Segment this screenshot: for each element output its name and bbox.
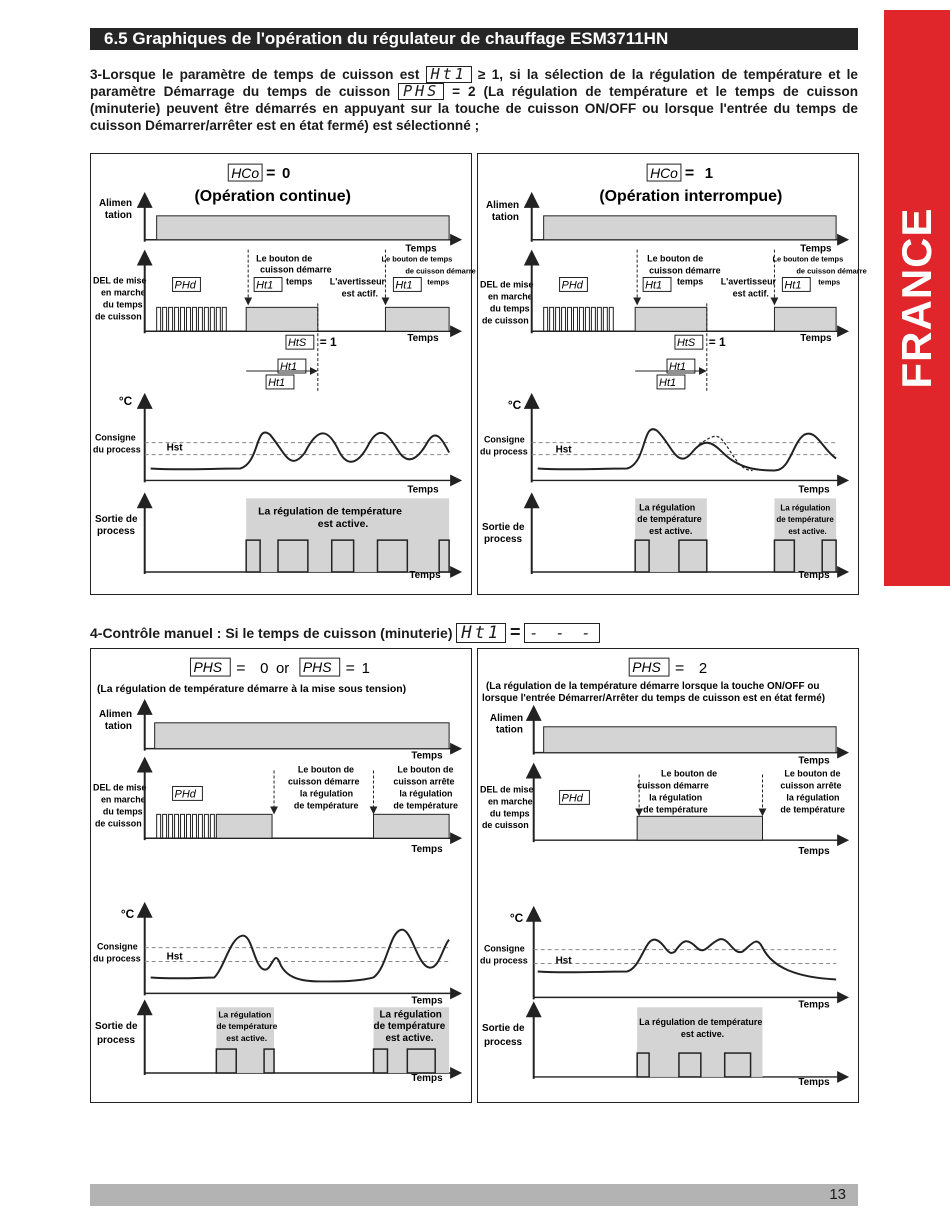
svg-text:en marche: en marche: [487, 291, 533, 302]
svg-text:Temps: Temps: [405, 243, 437, 255]
svg-text:de température: de température: [293, 800, 359, 811]
svg-text:est active.: est active.: [680, 1029, 725, 1040]
section-title: 6.5 Graphiques de l'opération du régulateur de chauffage ESM3711HN: [90, 28, 858, 50]
svg-text:temps: temps: [676, 276, 704, 287]
svg-text:de température: de température: [216, 1021, 278, 1032]
svg-text:tation: tation: [495, 724, 523, 736]
svg-text:Temps: Temps: [411, 995, 443, 1007]
svg-text:°C: °C: [507, 397, 522, 412]
svg-text:est active.: est active.: [226, 1033, 268, 1044]
svg-text:temps: temps: [285, 276, 313, 287]
svg-text:1: 1: [704, 165, 714, 183]
svg-text:en marche: en marche: [100, 287, 146, 298]
intro-paragraph: 3-Lorsque le paramètre de temps de cuisson est Ht1 ≥ 1, si la sélection de la régulation de température et le paramètre Démarrage du temps de cuisson PHS = 2 (La régulation de température et le temps de cuisson (minuterie) peuvent être démarrés en appuyant sur la touche de cuisson ON/OFF ou lorsque l'entrée du temps de cuisson Démarrer/arrêter est en état fermé) est sélectionné ;: [90, 65, 859, 133]
svg-text:HCo: HCo: [231, 165, 260, 182]
diagram-interrupted: [477, 153, 867, 595]
svg-text:de température: de température: [373, 1021, 446, 1033]
svg-text:PHd: PHd: [561, 792, 583, 805]
diagram-manual-phs-2: [477, 648, 859, 1103]
language-tab: FRANCE: [884, 10, 950, 586]
svg-text:process: process: [96, 1035, 136, 1047]
footer-bar: [90, 1184, 858, 1206]
phs-code: PHS: [398, 83, 444, 100]
svg-text:temps: temps: [427, 277, 450, 287]
svg-text:Alimen: Alimen: [485, 199, 520, 211]
svg-text:(La régulation de la températu: (La régulation de la température démarre lorsque la touche ON/OFF ou: [485, 680, 820, 692]
svg-text:PHd: PHd: [174, 279, 196, 292]
svg-text:Ht1: Ht1: [784, 279, 802, 292]
svg-text:la régulation: la régulation: [399, 788, 453, 799]
svg-text:La régulation de température: La régulation de température: [639, 1017, 763, 1028]
svg-text:du process: du process: [479, 446, 528, 457]
page-number: 13: [829, 1186, 846, 1203]
svg-text:HtS: HtS: [676, 337, 696, 350]
svg-text:Hst: Hst: [166, 442, 183, 454]
svg-text:de cuisson: de cuisson: [481, 820, 529, 831]
svg-text:Le bouton de: Le bouton de: [256, 253, 313, 264]
ht1-code: Ht1: [456, 623, 506, 643]
svg-text:Alimen: Alimen: [98, 708, 133, 720]
svg-text:DEL de mise: DEL de mise: [92, 782, 147, 793]
svg-text:du temps: du temps: [489, 808, 530, 819]
svg-text:Temps: Temps: [798, 755, 830, 767]
svg-text:Consigne: Consigne: [483, 943, 525, 954]
svg-text:de température: de température: [643, 804, 708, 815]
svg-text:PHS: PHS: [302, 659, 332, 676]
svg-text:=: =: [684, 165, 695, 183]
svg-text:L'avertisseur: L'avertisseur: [720, 276, 777, 287]
svg-text:Consigne: Consigne: [94, 432, 136, 443]
svg-text:DEL de mise: DEL de mise: [479, 784, 534, 795]
svg-text:du temps: du temps: [102, 806, 143, 817]
svg-text:Temps: Temps: [411, 844, 443, 856]
svg-text:Le bouton de: Le bouton de: [784, 768, 841, 779]
svg-text:Ht1: Ht1: [668, 361, 687, 374]
svg-text:=: =: [266, 165, 276, 183]
svg-text:Sortie de: Sortie de: [481, 522, 525, 534]
svg-text:DEL de mise: DEL de mise: [92, 275, 147, 286]
svg-text:1: 1: [361, 660, 370, 678]
svg-text:HCo: HCo: [650, 165, 678, 182]
svg-text:cuisson démarre: cuisson démarre: [287, 776, 360, 787]
svg-text:= 1: = 1: [319, 335, 337, 350]
svg-text:HtS: HtS: [287, 337, 307, 350]
svg-text:Hst: Hst: [555, 955, 572, 967]
svg-text:temps: temps: [818, 277, 841, 287]
svg-text:Temps: Temps: [411, 1072, 443, 1084]
svg-text:0: 0: [281, 165, 291, 183]
svg-text:Temps: Temps: [800, 333, 832, 345]
svg-text:Ht1: Ht1: [645, 279, 663, 292]
svg-text:process: process: [483, 1037, 523, 1049]
svg-text:Temps: Temps: [798, 569, 830, 581]
svg-text:de température: de température: [780, 804, 845, 815]
section4-heading: 4-Contrôle manuel : Si le temps de cuisson (minuterie) Ht1 = - - -: [90, 622, 600, 643]
svg-text:du temps: du temps: [102, 299, 143, 310]
svg-text:est active.: est active.: [385, 1033, 434, 1045]
svg-text:de température: de température: [637, 514, 702, 525]
svg-text:process: process: [96, 526, 136, 538]
svg-text:cuisson arrête: cuisson arrête: [393, 776, 455, 787]
svg-text:PHS: PHS: [193, 659, 223, 676]
svg-text:L'avertisseur: L'avertisseur: [329, 276, 386, 287]
svg-text:Sortie de: Sortie de: [481, 1023, 525, 1035]
svg-text:cuisson démarre: cuisson démarre: [637, 780, 709, 791]
svg-text:de cuisson: de cuisson: [94, 311, 142, 322]
svg-text:°C: °C: [509, 910, 524, 925]
svg-text:la régulation: la régulation: [649, 792, 703, 803]
svg-text:la régulation: la régulation: [786, 792, 840, 803]
panel-subtitle: (La régulation de température démarre à la mise sous tension): [96, 683, 407, 695]
svg-text:DEL de mise: DEL de mise: [479, 279, 534, 290]
svg-text:est actif.: est actif.: [732, 288, 769, 299]
svg-text:La régulation: La régulation: [639, 502, 696, 513]
svg-text:de température: de température: [776, 515, 834, 525]
svg-text:La régulation: La régulation: [780, 503, 831, 513]
svg-text:est active.: est active.: [649, 526, 693, 537]
svg-text:Le bouton de temps: Le bouton de temps: [772, 254, 844, 264]
svg-text:Alimen: Alimen: [98, 197, 133, 209]
svg-text:Consigne: Consigne: [483, 434, 525, 445]
svg-text:PHd: PHd: [561, 279, 583, 292]
svg-text:0: 0: [260, 660, 269, 678]
dash-value: - - -: [524, 623, 599, 643]
svg-text:Temps: Temps: [409, 569, 441, 581]
svg-text:Sortie de: Sortie de: [94, 1021, 138, 1033]
svg-text:Temps: Temps: [407, 333, 439, 345]
svg-text:en marche: en marche: [487, 796, 533, 807]
svg-text:est actif.: est actif.: [341, 288, 378, 299]
svg-text:Hst: Hst: [166, 951, 183, 963]
svg-text:de cuisson démarre: de cuisson démarre: [796, 266, 867, 276]
diagram-continuous: [90, 153, 476, 595]
svg-text:la régulation: la régulation: [299, 788, 354, 799]
svg-text:Consigne: Consigne: [96, 941, 138, 952]
svg-text:du process: du process: [479, 955, 528, 966]
svg-text:Temps: Temps: [407, 484, 439, 496]
svg-text:Temps: Temps: [798, 999, 830, 1011]
svg-text:Le bouton de: Le bouton de: [397, 764, 454, 775]
svg-text:de cuisson: de cuisson: [481, 315, 529, 326]
svg-text:Temps: Temps: [411, 750, 443, 762]
svg-text:cuisson démarre: cuisson démarre: [649, 265, 721, 276]
svg-text:Ht1: Ht1: [256, 279, 274, 292]
svg-text:Alimen: Alimen: [489, 712, 524, 724]
svg-text:de cuisson: de cuisson: [94, 818, 142, 829]
svg-text:de température: de température: [393, 800, 458, 811]
svg-text:Le bouton de: Le bouton de: [647, 253, 704, 264]
svg-text:du process: du process: [92, 444, 141, 455]
svg-text:Ht1: Ht1: [659, 376, 677, 389]
svg-text:cuisson arrête: cuisson arrête: [780, 780, 842, 791]
svg-text:Temps: Temps: [798, 484, 830, 496]
svg-text:Temps: Temps: [800, 243, 832, 255]
svg-text:La régulation: La régulation: [379, 1009, 442, 1021]
svg-text:tation: tation: [104, 209, 132, 221]
diagram-manual-phs-0-1: [90, 648, 472, 1103]
svg-text:(Opération interrompue): (Opération interrompue): [599, 187, 783, 205]
svg-text:Temps: Temps: [798, 1076, 830, 1088]
svg-text:tation: tation: [491, 211, 519, 223]
svg-text:=: =: [345, 660, 355, 678]
svg-text:cuisson démarre: cuisson démarre: [260, 264, 332, 275]
svg-text:tation: tation: [104, 720, 132, 732]
svg-text:Ht1: Ht1: [395, 279, 413, 292]
svg-text:La régulation de température: La régulation de température: [258, 506, 402, 518]
svg-text:=: =: [236, 660, 246, 678]
svg-text:de cuisson démarre: de cuisson démarre: [405, 266, 476, 276]
svg-text:Hst: Hst: [555, 444, 572, 456]
svg-text:lorsque l'entrée Démarrer/Arrê: lorsque l'entrée Démarrer/Arrêter du temps de cuisson est en état fermé): [481, 692, 826, 704]
svg-text:Le bouton de temps: Le bouton de temps: [381, 254, 453, 264]
svg-text:du temps: du temps: [489, 303, 530, 314]
svg-text:est active.: est active.: [317, 519, 369, 531]
svg-text:Ht1: Ht1: [280, 361, 298, 374]
svg-text:Le bouton de: Le bouton de: [297, 764, 355, 775]
svg-text:PHS: PHS: [632, 659, 661, 676]
panel-subtitle: (Opération continue): [194, 187, 351, 205]
title-code: [228, 164, 290, 182]
svg-text:La régulation: La régulation: [218, 1009, 272, 1020]
svg-text:2: 2: [698, 660, 708, 678]
svg-text:PHd: PHd: [174, 788, 196, 801]
svg-text:°C: °C: [118, 393, 133, 408]
svg-text:Sortie de: Sortie de: [94, 514, 138, 526]
svg-text:process: process: [483, 534, 523, 546]
ht1-code: Ht1: [426, 66, 472, 83]
svg-text:°C: °C: [120, 906, 135, 921]
svg-text:du process: du process: [92, 953, 141, 964]
svg-text:Temps: Temps: [798, 846, 830, 858]
svg-text:Le bouton de: Le bouton de: [661, 768, 718, 779]
svg-text:=: =: [674, 660, 685, 678]
svg-text:Ht1: Ht1: [268, 376, 286, 389]
svg-text:= 1: = 1: [708, 335, 726, 350]
svg-text:or: or: [276, 660, 290, 678]
svg-text:en marche: en marche: [100, 794, 146, 805]
svg-text:est active.: est active.: [788, 527, 827, 537]
